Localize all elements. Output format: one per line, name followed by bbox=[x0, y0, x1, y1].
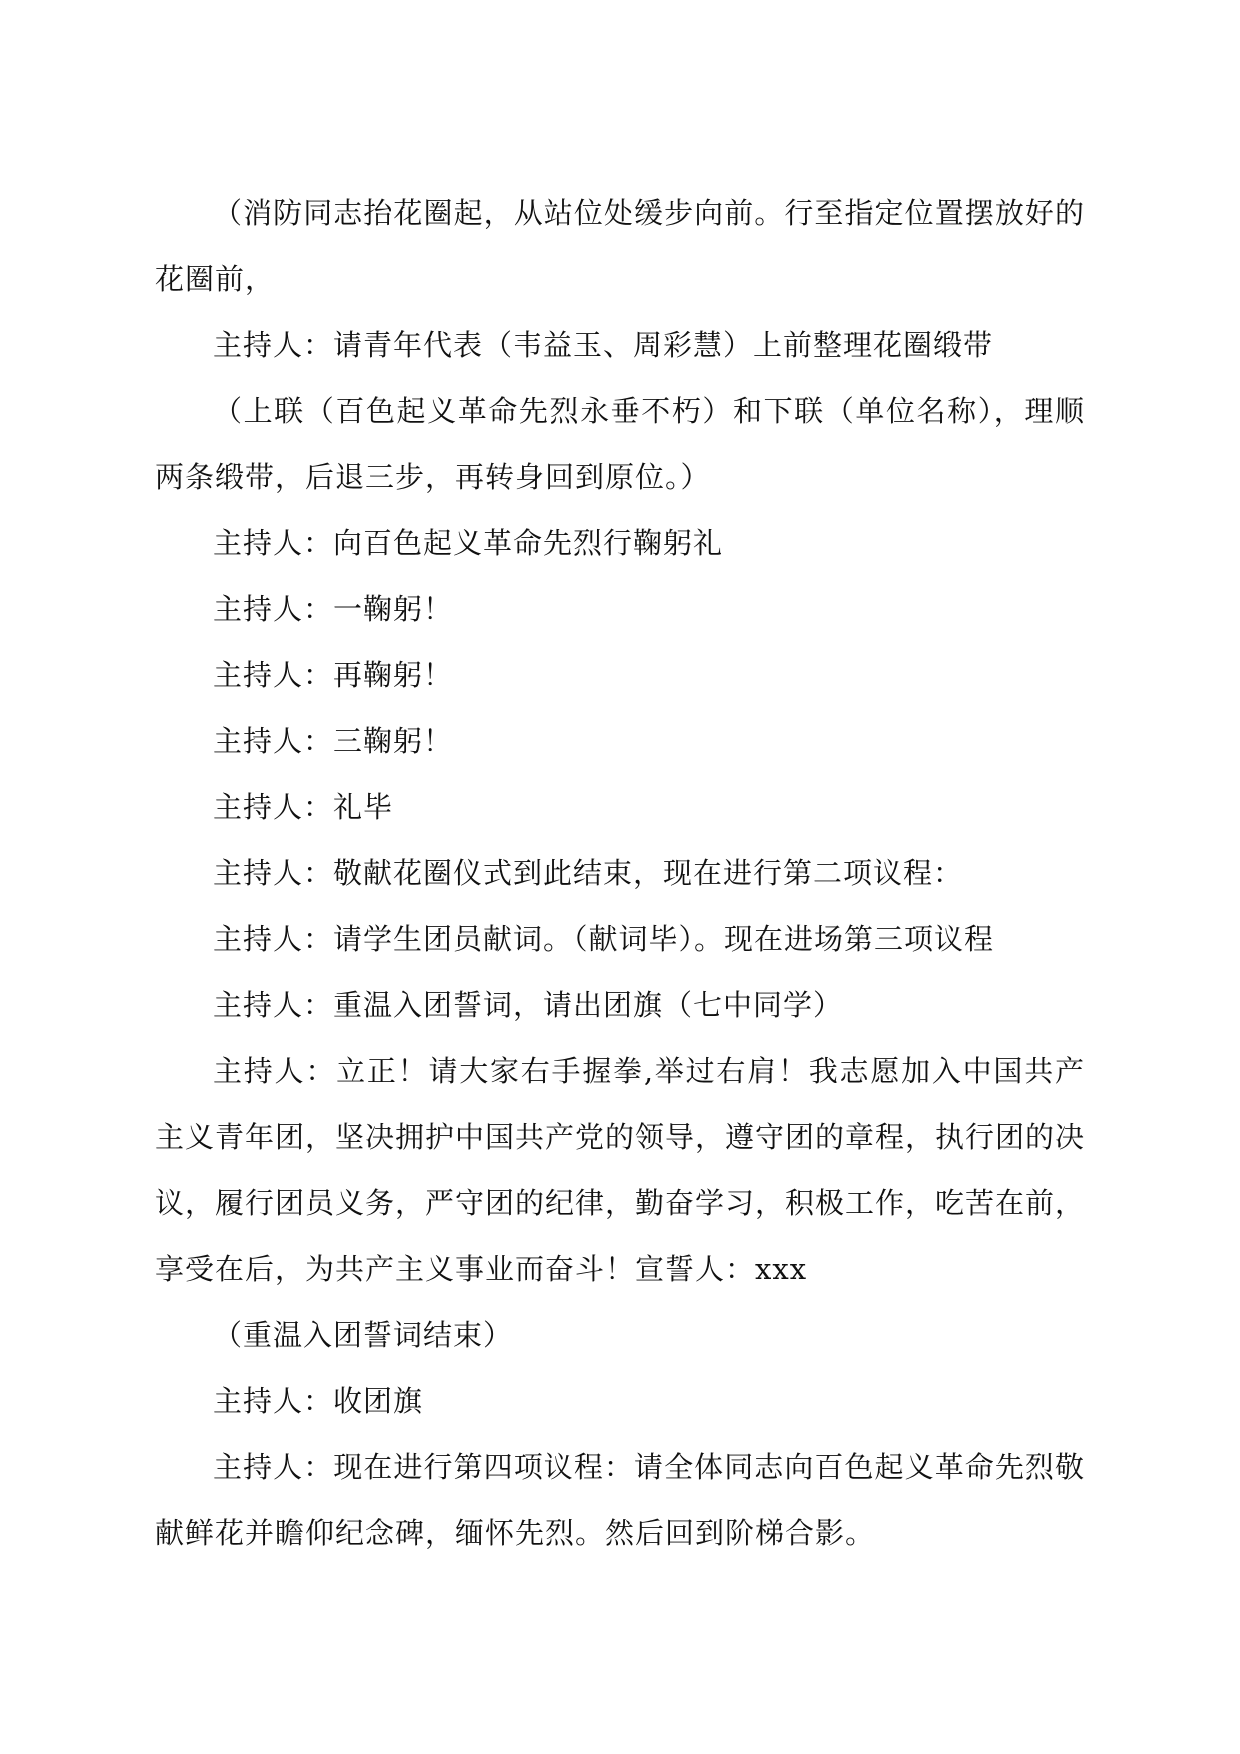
paragraph: 主持人：收团旗 bbox=[213, 1384, 424, 1418]
paragraph: 主持人：一鞠躬！ bbox=[213, 592, 454, 626]
paragraph: 主持人：重温入团誓词，请出团旗（七中同学） bbox=[213, 988, 844, 1022]
document-body bbox=[155, 180, 1085, 1566]
paragraph: 主持人：向百色起义革命先烈行鞠躬礼 bbox=[213, 526, 724, 560]
paragraph: 主持人：礼毕 bbox=[213, 790, 394, 824]
paragraph: 主持人：立正！请大家右手握拳,举过右肩！我志愿加入中国共产主义青年团，坚决拥护中国共产党的领导，遵守团的章程，执行团的决议，履行团员义务，严守团的纪律，勤奋学习，积极工作，吃苦在前，享受在后，为共产主义事业而奋斗！宣誓人：xxx bbox=[155, 1054, 1086, 1286]
paragraph: 主持人：请青年代表（韦益玉、周彩慧）上前整理花圈缎带 bbox=[213, 328, 994, 362]
paragraph: 主持人：三鞠躬！ bbox=[213, 724, 454, 758]
paragraph: 主持人：敬献花圈仪式到此结束，现在进行第二项议程： bbox=[213, 856, 964, 890]
paragraph: （上联（百色起义革命先烈永垂不朽）和下联（单位名称），理顺两条缎带，后退三步，再转身回到原位。） bbox=[155, 394, 1085, 494]
paragraph: 主持人：请学生团员献词。（献词毕）。现在进场第三项议程 bbox=[213, 922, 995, 956]
paragraph: 主持人：再鞠躬！ bbox=[213, 658, 454, 692]
paragraph: 主持人：现在进行第四项议程：请全体同志向百色起义革命先烈敬献鲜花并瞻仰纪念碑，缅怀先烈。然后回到阶梯合影。 bbox=[155, 1450, 1085, 1550]
paragraph: （重温入团誓词结束） bbox=[213, 1318, 514, 1352]
paragraph: （消防同志抬花圈起，从站位处缓步向前。行至指定位置摆放好的花圈前， bbox=[155, 196, 1085, 296]
